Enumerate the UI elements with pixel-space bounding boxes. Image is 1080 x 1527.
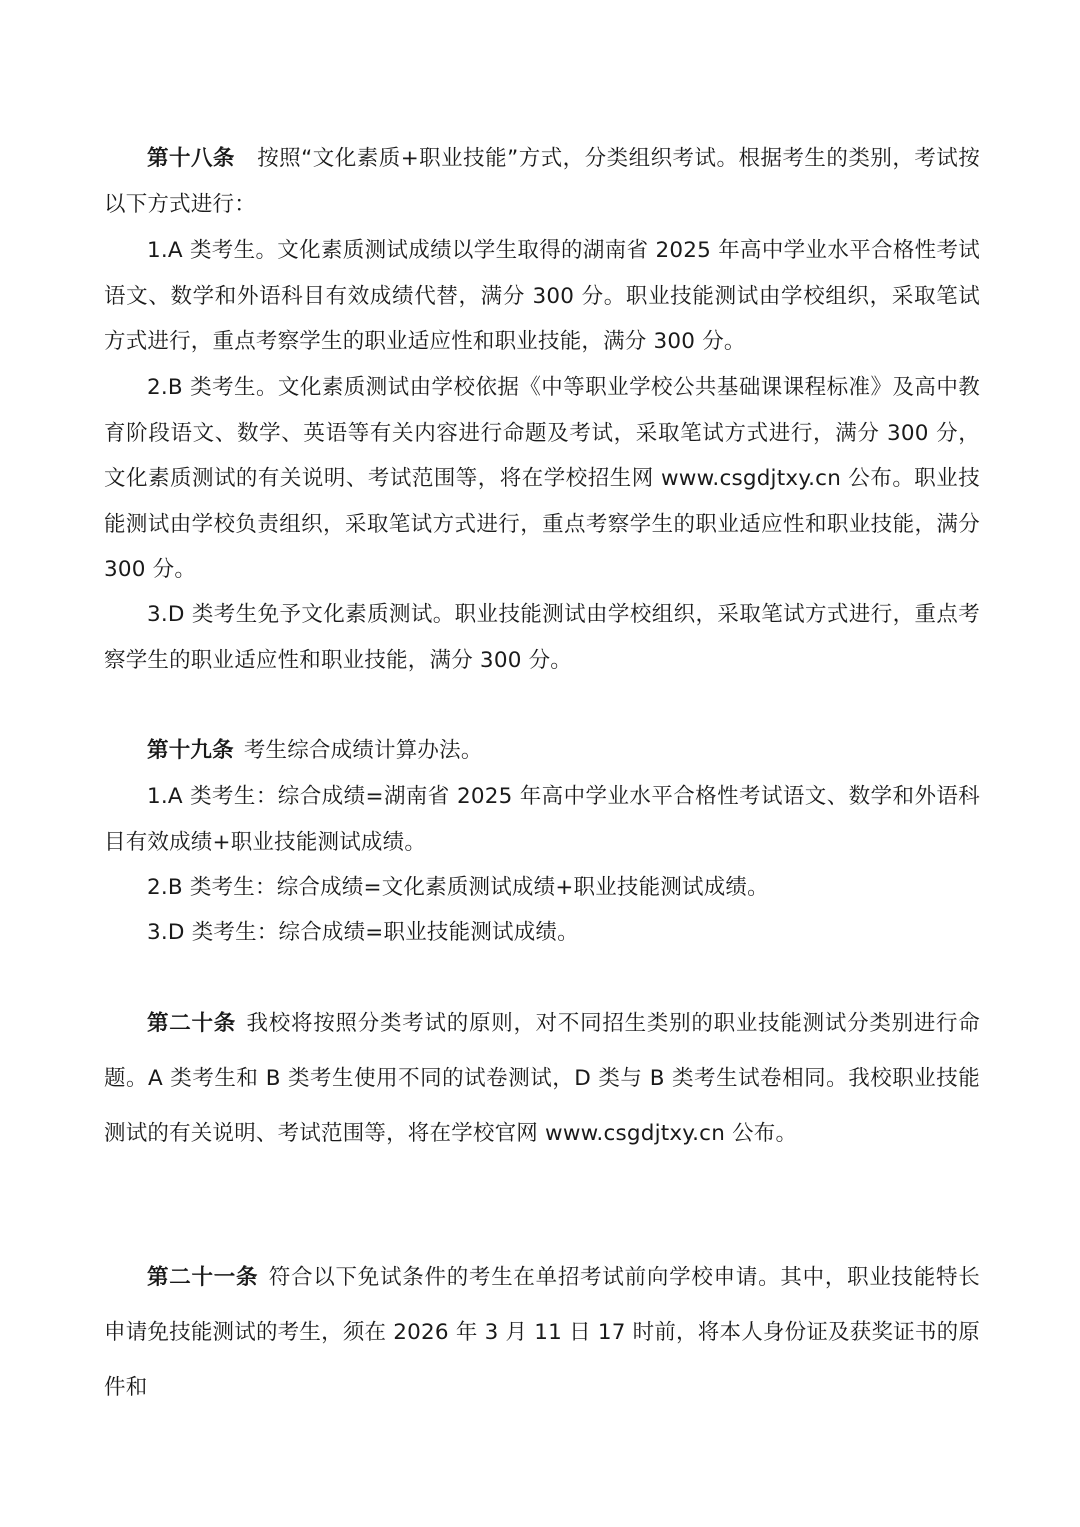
article-18-text: 按照“文化素质+职业技能”方式，分类组织考试。根据考生的类别，考试按以下方式进行： [104, 146, 980, 217]
article-20-title: 第二十条 [147, 1011, 236, 1036]
article-19-item-3: 3.D 类考生：综合成绩=职业技能测试成绩。 [147, 920, 579, 945]
article-21-text: 符合以下免试条件的考生在单招考试前向学校申请。其中，职业技能特长申请免技能测试的考生，须在 2026 年 3 月 11 日 17 时前，将本人身份证及获奖证书的原件和 [104, 1265, 980, 1400]
article-19-title: 第十九条 [147, 738, 234, 763]
article-21-title: 第二十一条 [147, 1265, 259, 1290]
article-19-item-2: 2.B 类考生：综合成绩=文化素质测试成绩+职业技能测试成绩。 [147, 875, 769, 900]
article-18-title: 第十八条 [147, 146, 235, 171]
article-21 [104, 1250, 980, 1415]
article-20-text: 我校将按照分类考试的原则，对不同招生类别的职业技能测试分类别进行命题。A 类考生和 B 类考生使用不同的试卷测试，D 类与 B 类考生试卷相同。我校职业技能测试的有关说明、考试范围等，将在学校官网 www.csgdjtxy.cn 公布。 [104, 1011, 980, 1146]
article-18-intro [104, 136, 980, 227]
article-18-item-3: 3.D 类考生免予文化素质测试。职业技能测试由学校组织，采取笔试方式进行，重点考察学生的职业适应性和职业技能，满分 300 分。 [104, 602, 980, 673]
article-19-text: 考生综合成绩计算办法。 [243, 738, 483, 763]
article-19-item-1: 1.A 类考生：综合成绩=湖南省 2025 年高中学业水平合格性考试语文、数学和外语科目有效成绩+职业技能测试成绩。 [104, 784, 980, 855]
article-19-intro [104, 728, 980, 774]
article-18-item-2: 2.B 类考生。文化素质测试由学校依据《中等职业学校公共基础课课程标准》及高中教育阶段语文、数学、英语等有关内容进行命题及考试，采取笔试方式进行，满分 300 分，文化素质测试的有关说明、考试范围等，将在学校招生网 www.csgdjtxy.cn 公布。职业技能测试由学校负责组织，采取笔试方式进行，重点考察学生的职业适应性和职业技能，满分 300 分。 [104, 375, 980, 582]
article-20 [104, 996, 980, 1161]
article-18-item-1: 1.A 类考生。文化素质测试成绩以学生取得的湖南省 2025 年高中学业水平合格性考试语文、数学和外语科目有效成绩代替，满分 300 分。职业技能测试由学校组织，采取笔试方式进行，重点考察学生的职业适应性和职业技能，满分 300 分。 [104, 238, 980, 354]
